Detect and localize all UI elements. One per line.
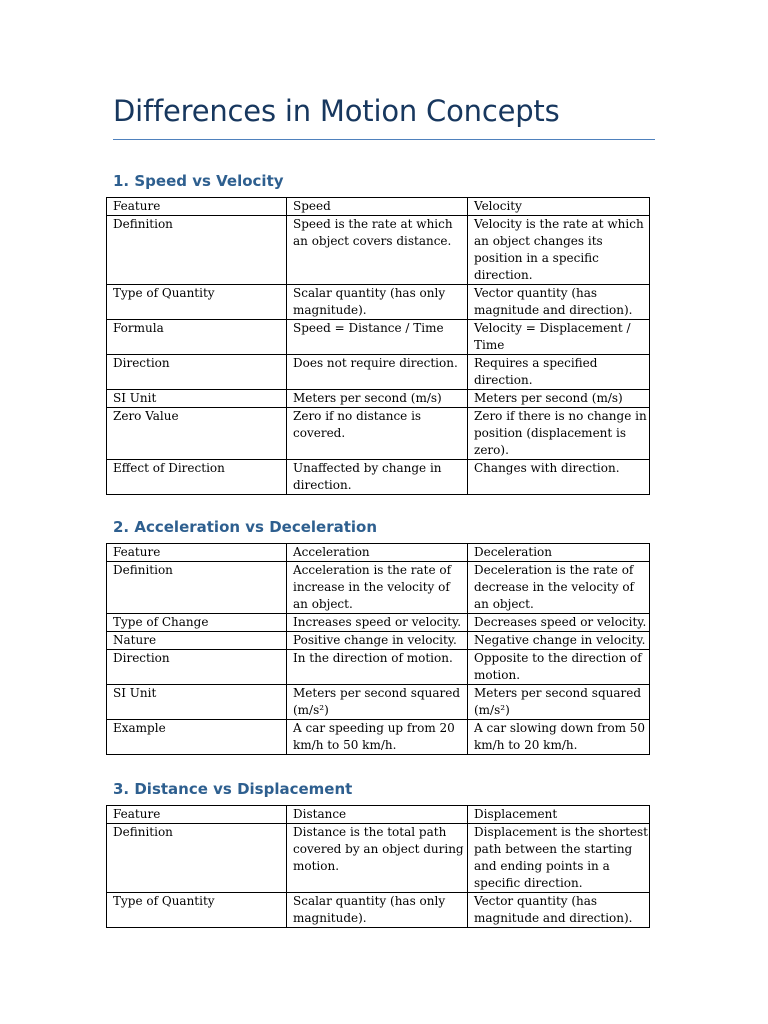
table-cell: Changes with direction. bbox=[468, 460, 650, 495]
table-cell: Scalar quantity (has only magnitude). bbox=[287, 893, 468, 928]
table-row bbox=[107, 824, 650, 893]
table-cell: Speed is the rate at which an object covers distance. bbox=[287, 216, 468, 285]
header-cell: Distance bbox=[287, 806, 468, 824]
table-cell: Increases speed or velocity. bbox=[287, 614, 468, 632]
table-row bbox=[107, 460, 650, 495]
header-cell: Displacement bbox=[468, 806, 650, 824]
table-cell: Distance is the total path covered by an object during motion. bbox=[287, 824, 468, 893]
table-acceleration-deceleration bbox=[106, 543, 650, 755]
document-title: Differences in Motion Concepts bbox=[113, 94, 560, 128]
feature-cell: Definition bbox=[107, 824, 287, 893]
table-cell: Deceleration is the rate of decrease in the velocity of an object. bbox=[468, 562, 650, 614]
table-cell: Negative change in velocity. bbox=[468, 632, 650, 650]
section-heading-speed-velocity: 1. Speed vs Velocity bbox=[113, 172, 284, 190]
table-cell: A car slowing down from 50 km/h to 20 km/h. bbox=[468, 720, 650, 755]
table-cell: Requires a specified direction. bbox=[468, 355, 650, 390]
table-cell: Zero if no distance is covered. bbox=[287, 408, 468, 460]
table-cell: Acceleration is the rate of increase in the velocity of an object. bbox=[287, 562, 468, 614]
feature-cell: Formula bbox=[107, 320, 287, 355]
feature-cell: SI Unit bbox=[107, 685, 287, 720]
header-cell: Velocity bbox=[468, 198, 650, 216]
table-cell: Meters per second (m/s) bbox=[468, 390, 650, 408]
section-heading-distance-displacement: 3. Distance vs Displacement bbox=[113, 780, 353, 798]
feature-cell: Definition bbox=[107, 216, 287, 285]
table-row bbox=[107, 562, 650, 614]
header-cell: Feature bbox=[107, 198, 287, 216]
title-underline bbox=[113, 139, 655, 140]
table-row bbox=[107, 285, 650, 320]
table-row bbox=[107, 320, 650, 355]
feature-cell: Definition bbox=[107, 562, 287, 614]
table-cell: Meters per second (m/s) bbox=[287, 390, 468, 408]
table-row bbox=[107, 893, 650, 928]
table-cell: Unaffected by change in direction. bbox=[287, 460, 468, 495]
header-cell: Acceleration bbox=[287, 544, 468, 562]
table-cell: Meters per second squared (m/s²) bbox=[468, 685, 650, 720]
feature-cell: Direction bbox=[107, 650, 287, 685]
table-cell: Decreases speed or velocity. bbox=[468, 614, 650, 632]
table-cell: Vector quantity (has magnitude and direction). bbox=[468, 285, 650, 320]
feature-cell: Example bbox=[107, 720, 287, 755]
table-header-row bbox=[107, 806, 650, 824]
table-cell: Opposite to the direction of motion. bbox=[468, 650, 650, 685]
table-row bbox=[107, 390, 650, 408]
table-row bbox=[107, 355, 650, 390]
table-cell: Velocity = Displacement / Time bbox=[468, 320, 650, 355]
table-cell: Zero if there is no change in position (displacement is zero). bbox=[468, 408, 650, 460]
table-cell: Does not require direction. bbox=[287, 355, 468, 390]
table-speed-velocity bbox=[106, 197, 650, 495]
table-distance-displacement bbox=[106, 805, 650, 928]
table-cell: In the direction of motion. bbox=[287, 650, 468, 685]
table-header-row bbox=[107, 198, 650, 216]
table-row bbox=[107, 614, 650, 632]
table-cell: Displacement is the shortest path between the starting and ending points in a specific direction. bbox=[468, 824, 650, 893]
section-heading-acceleration-deceleration: 2. Acceleration vs Deceleration bbox=[113, 518, 378, 536]
table-cell: Positive change in velocity. bbox=[287, 632, 468, 650]
feature-cell: Zero Value bbox=[107, 408, 287, 460]
table-row bbox=[107, 632, 650, 650]
table-row bbox=[107, 720, 650, 755]
header-cell: Speed bbox=[287, 198, 468, 216]
header-cell: Deceleration bbox=[468, 544, 650, 562]
feature-cell: Nature bbox=[107, 632, 287, 650]
table-cell: Speed = Distance / Time bbox=[287, 320, 468, 355]
table-row bbox=[107, 408, 650, 460]
feature-cell: Type of Change bbox=[107, 614, 287, 632]
table-cell: A car speeding up from 20 km/h to 50 km/h. bbox=[287, 720, 468, 755]
table-row bbox=[107, 216, 650, 285]
table-header-row bbox=[107, 544, 650, 562]
table-row bbox=[107, 685, 650, 720]
feature-cell: Type of Quantity bbox=[107, 893, 287, 928]
table-cell: Velocity is the rate at which an object changes its position in a specific direction. bbox=[468, 216, 650, 285]
header-cell: Feature bbox=[107, 806, 287, 824]
header-cell: Feature bbox=[107, 544, 287, 562]
table-cell: Scalar quantity (has only magnitude). bbox=[287, 285, 468, 320]
table-cell: Vector quantity (has magnitude and direction). bbox=[468, 893, 650, 928]
table-row bbox=[107, 650, 650, 685]
feature-cell: Effect of Direction bbox=[107, 460, 287, 495]
feature-cell: Direction bbox=[107, 355, 287, 390]
feature-cell: Type of Quantity bbox=[107, 285, 287, 320]
feature-cell: SI Unit bbox=[107, 390, 287, 408]
table-cell: Meters per second squared (m/s²) bbox=[287, 685, 468, 720]
